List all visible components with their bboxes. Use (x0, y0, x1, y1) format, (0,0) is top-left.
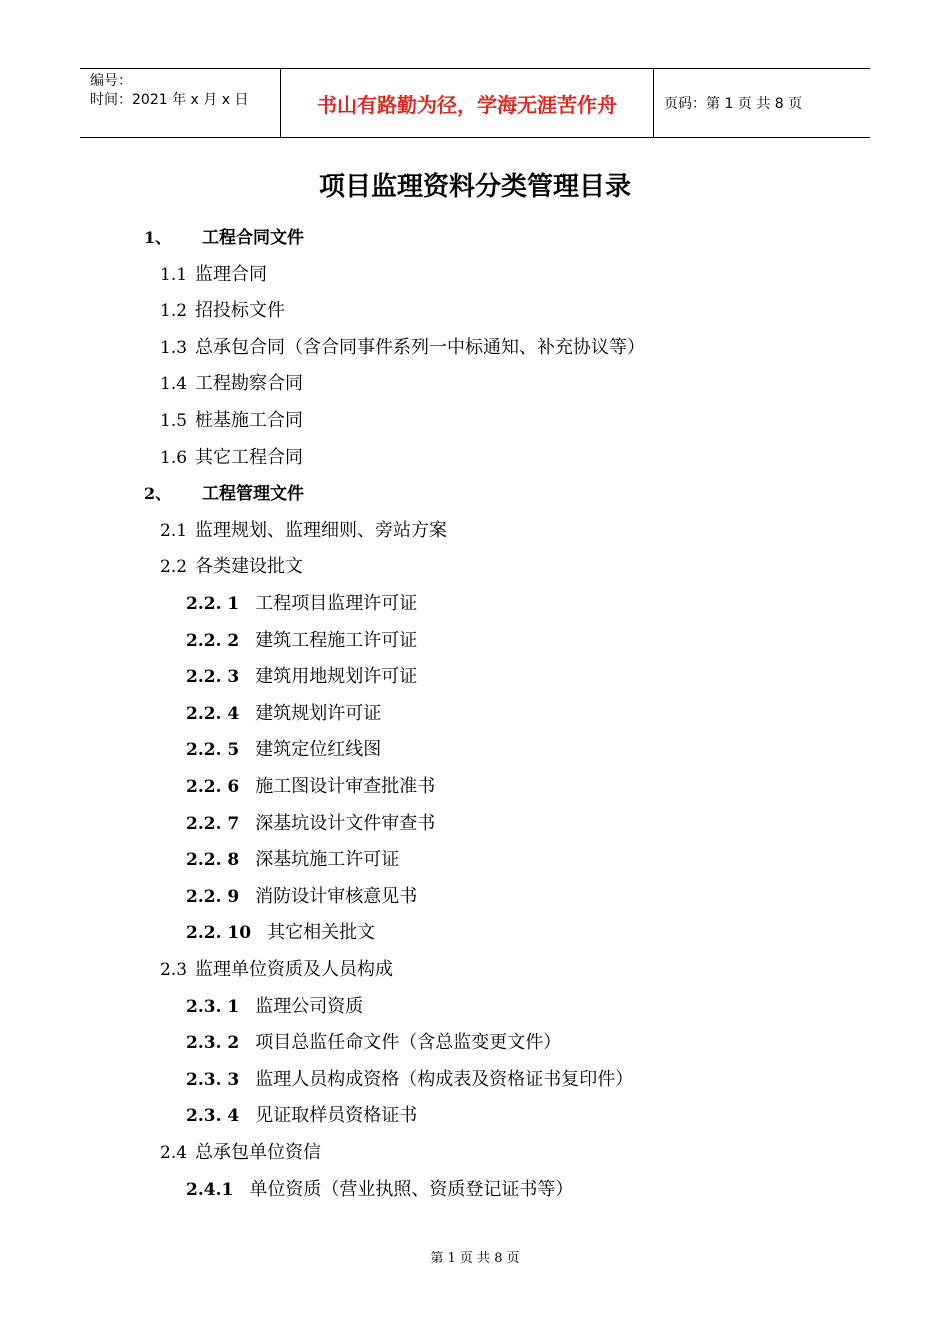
toc-item (144, 482, 304, 506)
toc-item-number: 2.1 (160, 521, 188, 541)
toc-item-text: 深基坑施工许可证 (255, 849, 400, 870)
toc-item-text: 总承包单位资信 (195, 1142, 322, 1163)
document-title: 项目监理资料分类管理目录 (318, 172, 631, 202)
toc-item-number: 2.2. 9 (186, 887, 240, 907)
page-header (80, 68, 870, 138)
header-number: 编号： (90, 73, 132, 89)
header-meta (80, 69, 281, 137)
toc-item-text: 监理单位资质及人员构成 (195, 959, 394, 980)
toc-item-number: 1.6 (160, 448, 188, 468)
toc-item-text: 其它工程合同 (195, 447, 304, 468)
toc-item-text: 桩基施工合同 (195, 410, 304, 431)
toc-item (160, 336, 645, 360)
toc-item-number: 1.5 (160, 411, 188, 431)
header-motto: 书山有路勤为径，学海无涯苦作舟 (281, 69, 654, 137)
toc-item (144, 226, 304, 250)
toc-item (186, 812, 435, 836)
toc-item (186, 1178, 573, 1202)
toc-item (186, 1068, 633, 1092)
toc-item (186, 995, 363, 1019)
toc-item-text: 工程勘察合同 (195, 373, 304, 394)
toc-item-number: 2.3. 2 (186, 1033, 240, 1053)
toc-item-number: 2.2. 7 (186, 814, 240, 834)
toc-item (160, 263, 267, 287)
toc-item-text: 深基坑设计文件审查书 (255, 813, 436, 834)
toc-item-text: 消防设计审核意见书 (255, 886, 418, 907)
toc-item-number: 2.2. 1 (186, 594, 240, 614)
toc-item-number: 2.2 (160, 557, 188, 577)
toc-item-number: 2、 (144, 484, 172, 503)
toc-item-text: 见证取样员资格证书 (255, 1105, 418, 1126)
page-footer: 第 1 页 共 8 页 (430, 1251, 520, 1266)
toc-item (160, 519, 447, 543)
toc-item (160, 1141, 321, 1165)
toc-item (186, 775, 435, 799)
toc-item-number: 2.3. 1 (186, 997, 240, 1017)
toc-item-text: 监理公司资质 (255, 996, 364, 1017)
toc-item (186, 629, 417, 653)
toc-item-text: 建筑规划许可证 (255, 703, 382, 724)
toc-item-number: 2.2. 6 (186, 777, 240, 797)
toc-item-number: 2.2. 8 (186, 850, 240, 870)
toc-item (186, 665, 417, 689)
toc-item-text: 工程合同文件 (202, 228, 304, 248)
toc-item-number: 2.2. 3 (186, 667, 240, 687)
toc-item (186, 702, 381, 726)
toc-item-text: 各类建设批文 (195, 556, 304, 577)
toc-item-number: 1.2 (160, 301, 188, 321)
toc-item-text: 监理合同 (195, 264, 268, 285)
toc-item-number: 2.3. 3 (186, 1070, 240, 1090)
toc-item-number: 2.4 (160, 1143, 188, 1163)
toc-item-text: 监理人员构成资格（构成表及资格证书复印件） (255, 1069, 634, 1090)
toc-item-text: 建筑用地规划许可证 (255, 666, 418, 687)
toc-item (186, 1031, 561, 1055)
toc-item-text: 其它相关批文 (267, 922, 376, 943)
toc-item-text: 建筑定位红线图 (255, 739, 382, 760)
toc-item-number: 2.3 (160, 960, 188, 980)
toc-item (160, 446, 303, 470)
toc-item (160, 958, 393, 982)
toc-item (186, 1104, 417, 1128)
toc-item-number: 1.4 (160, 374, 188, 394)
toc-item-number: 1.3 (160, 338, 188, 358)
toc-item (160, 409, 303, 433)
toc-item-number: 2.2. 10 (186, 923, 252, 943)
toc-item-number: 1、 (144, 228, 172, 247)
toc-item (186, 592, 417, 616)
toc-item-number: 2.4.1 (186, 1180, 234, 1200)
toc-item (160, 555, 303, 579)
toc-item (186, 738, 381, 762)
toc-item (186, 848, 399, 872)
header-time: 时间：2021 年 x 月 x 日 (90, 92, 249, 108)
toc-item (186, 885, 417, 909)
toc-item-number: 2.2. 2 (186, 631, 240, 651)
toc-item-text: 施工图设计审查批准书 (255, 776, 436, 797)
toc-item (186, 921, 375, 945)
toc-item-text: 工程管理文件 (202, 484, 304, 504)
toc-item-text: 单位资质（营业执照、资质登记证书等） (249, 1179, 574, 1200)
toc-item-text: 建筑工程施工许可证 (255, 630, 418, 651)
toc-item-text: 总承包合同（含合同事件系列一中标通知、补充协议等） (195, 337, 646, 358)
header-page-info: 页码：第 1 页 共 8 页 (664, 96, 803, 112)
toc-item-text: 工程项目监理许可证 (255, 593, 418, 614)
toc-item-number: 2.2. 4 (186, 704, 240, 724)
toc-item-number: 1.1 (160, 265, 188, 285)
toc-item (160, 372, 303, 396)
toc-item (160, 299, 285, 323)
toc-item-number: 2.2. 5 (186, 740, 240, 760)
toc-item-text: 监理规划、监理细则、旁站方案 (195, 520, 448, 541)
toc-item-text: 项目总监任命文件（含总监变更文件） (255, 1032, 562, 1053)
toc-item-text: 招投标文件 (195, 300, 286, 321)
toc-item-number: 2.3. 4 (186, 1106, 240, 1126)
